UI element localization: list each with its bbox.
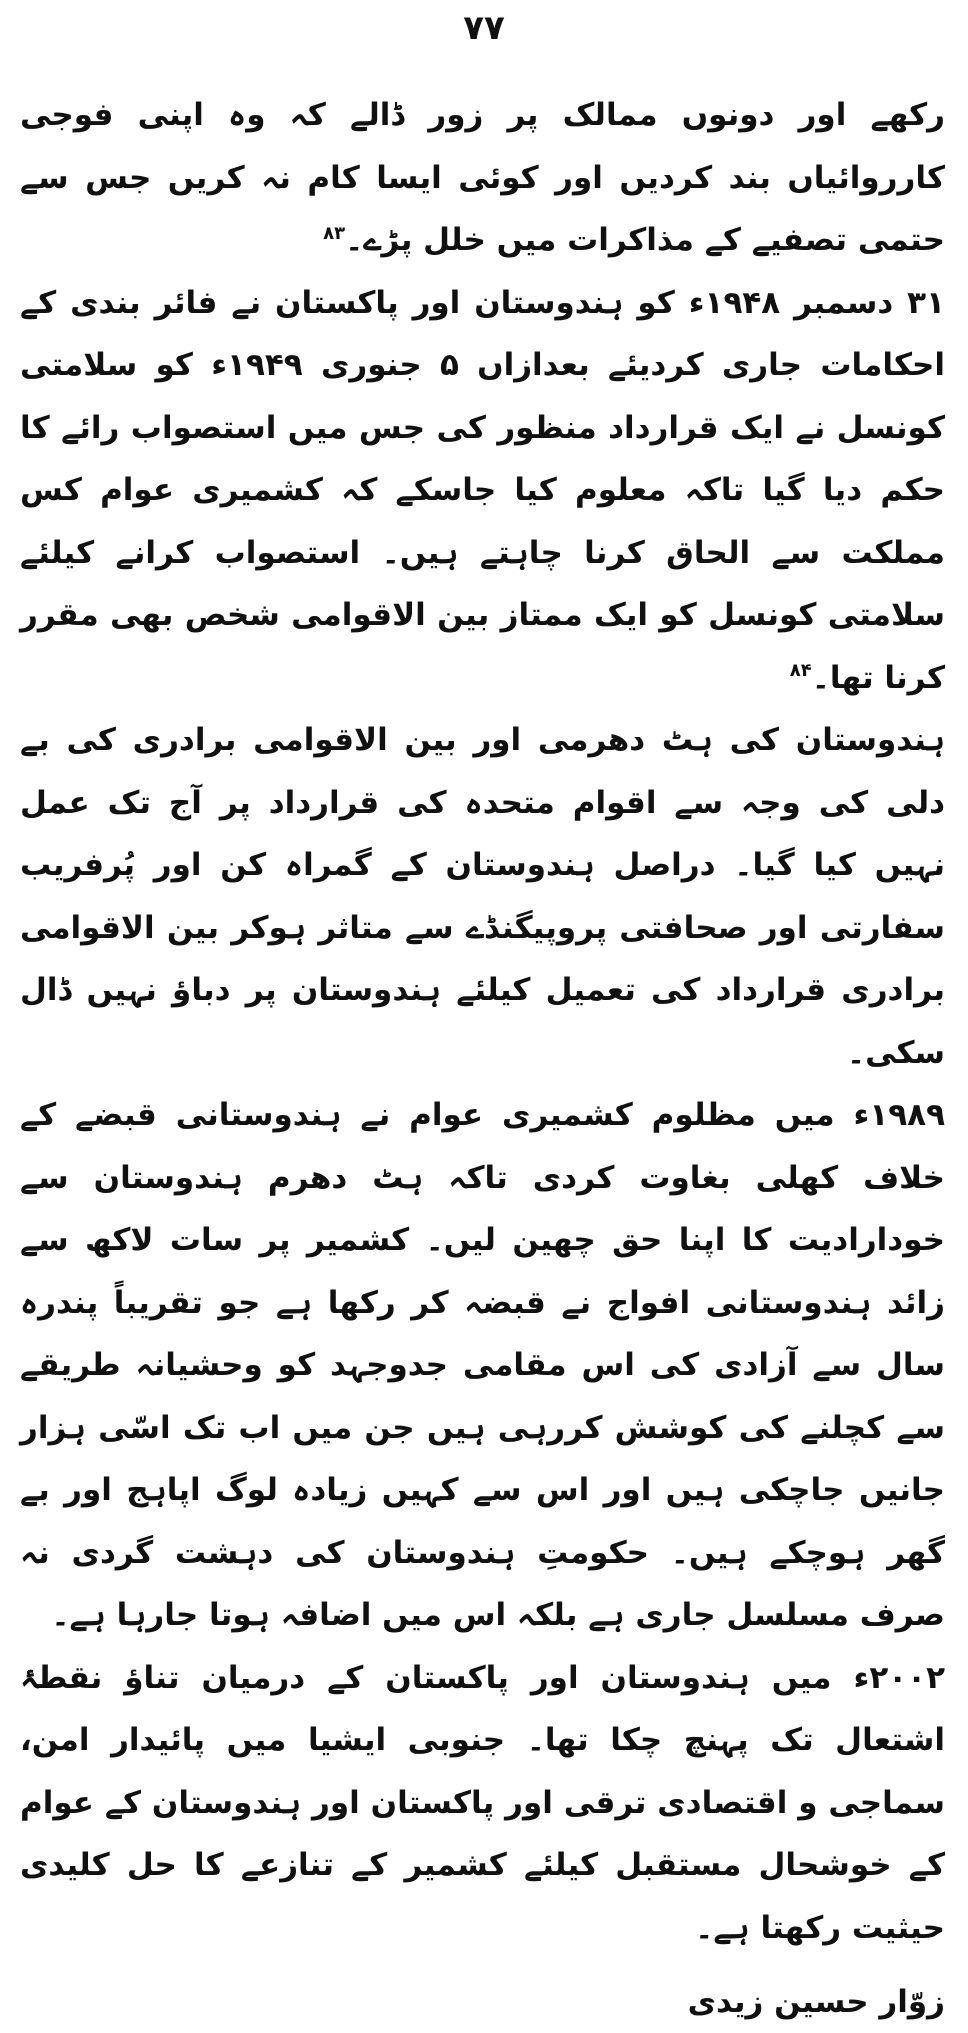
paragraph-text: ۱۹۸۹ء میں مظلوم کشمیری عوام نے ہندوستانی قبضے کے خلاف کھلی بغاوت کردی تاکہ ہٹ دھرم ہندوستان سے خودارادیت کا اپنا حق چھین لیں۔ کشمیر پر سات لاکھ سے زائد ہندوستانی افواج نے قبضہ کر رکھا ہے جو تقریباً پندرہ سال سے آزادی کی اس مقامی جدوجہد کو وحشیانہ طریقے سے کچلنے کی کوشش کررہی ہیں جن میں اب تک اسّی ہزار جانیں جاچکی ہیں اور اس سے کہیں زیادہ لوگ اپاہج اور بے گھر ہوچکے ہیں۔ حکومتِ ہندوستان کی دہشت گردی نہ صرف مسلسل جاری ہے بلکہ اس میں اضافہ ہوتا جارہا ہے۔ (20, 1097, 945, 1633)
document-body (20, 84, 945, 2033)
paragraph-text: رکھے اور دونوں ممالک پر زور ڈالے کہ وہ اپنی فوجی کارروائیاں بند کردیں اور کوئی ایسا کام نہ کریں جس سے حتمی تصفیے کے مذاکرات میں خلل پڑے۔ (20, 97, 945, 258)
page-number: ۷۷ (463, 8, 505, 48)
paragraph-text: ہندوستان کی ہٹ دھرمی اور بین الاقوامی برادری کی بے دلی کی وجہ سے اقوام متحدہ کی قرارداد پر آج تک عمل نہیں کیا گیا۔ دراصل ہندوستان کے گمراہ کن اور پُرفریب سفارتی اور صحافتی پروپیگنڈے سے متاثر ہوکر بین الاقوامی برادری قرارداد کی تعمیل کیلئے ہندوستان پر دباؤ نہیں ڈال سکی۔ (20, 722, 945, 1071)
paragraph (20, 709, 945, 1084)
paragraph-text: ۳۱ دسمبر ۱۹۴۸ء کو ہندوستان اور پاکستان نے فائر بندی کے احکامات جاری کردیئے بعدازاں ۵ جنوری ۱۹۴۹ء کو سلامتی کونسل نے ایک قرارداد منظور کی جس میں استصواب رائے کا حکم دیا گیا تاکہ معلوم کیا جاسکے کہ کشمیری عوام کس مملکت سے الحاق کرنا چاہتے ہیں۔ استصواب کرانے کیلئے سلامتی کونسل کو ایک ممتاز بین الاقوامی شخص بھی مقرر کرنا تھا۔ (20, 284, 945, 696)
paragraph (20, 272, 945, 710)
footnote-marker: ۸۴ (789, 660, 812, 682)
paragraph (20, 1647, 945, 1960)
paragraph (20, 84, 945, 272)
footnote-marker: ۸۳ (323, 222, 346, 244)
paragraph-text: ۲۰۰۲ء میں ہندوستان اور پاکستان کے درمیان تناؤ نقطۂ اشتعال تک پہنچ چکا تھا۔ جنوبی ایشیا میں پائیدار امن، سماجی و اقتصادی ترقی اور پاکستان اور ہندوستان کے عوام کے خوشحال مستقبل کیلئے کشمیر کے تنازعے کا حل کلیدی حیثیت رکھتا ہے۔ (20, 1659, 945, 1946)
paragraph (20, 1084, 945, 1647)
author-signature: زوّار حسین زیدی (687, 1984, 945, 2020)
